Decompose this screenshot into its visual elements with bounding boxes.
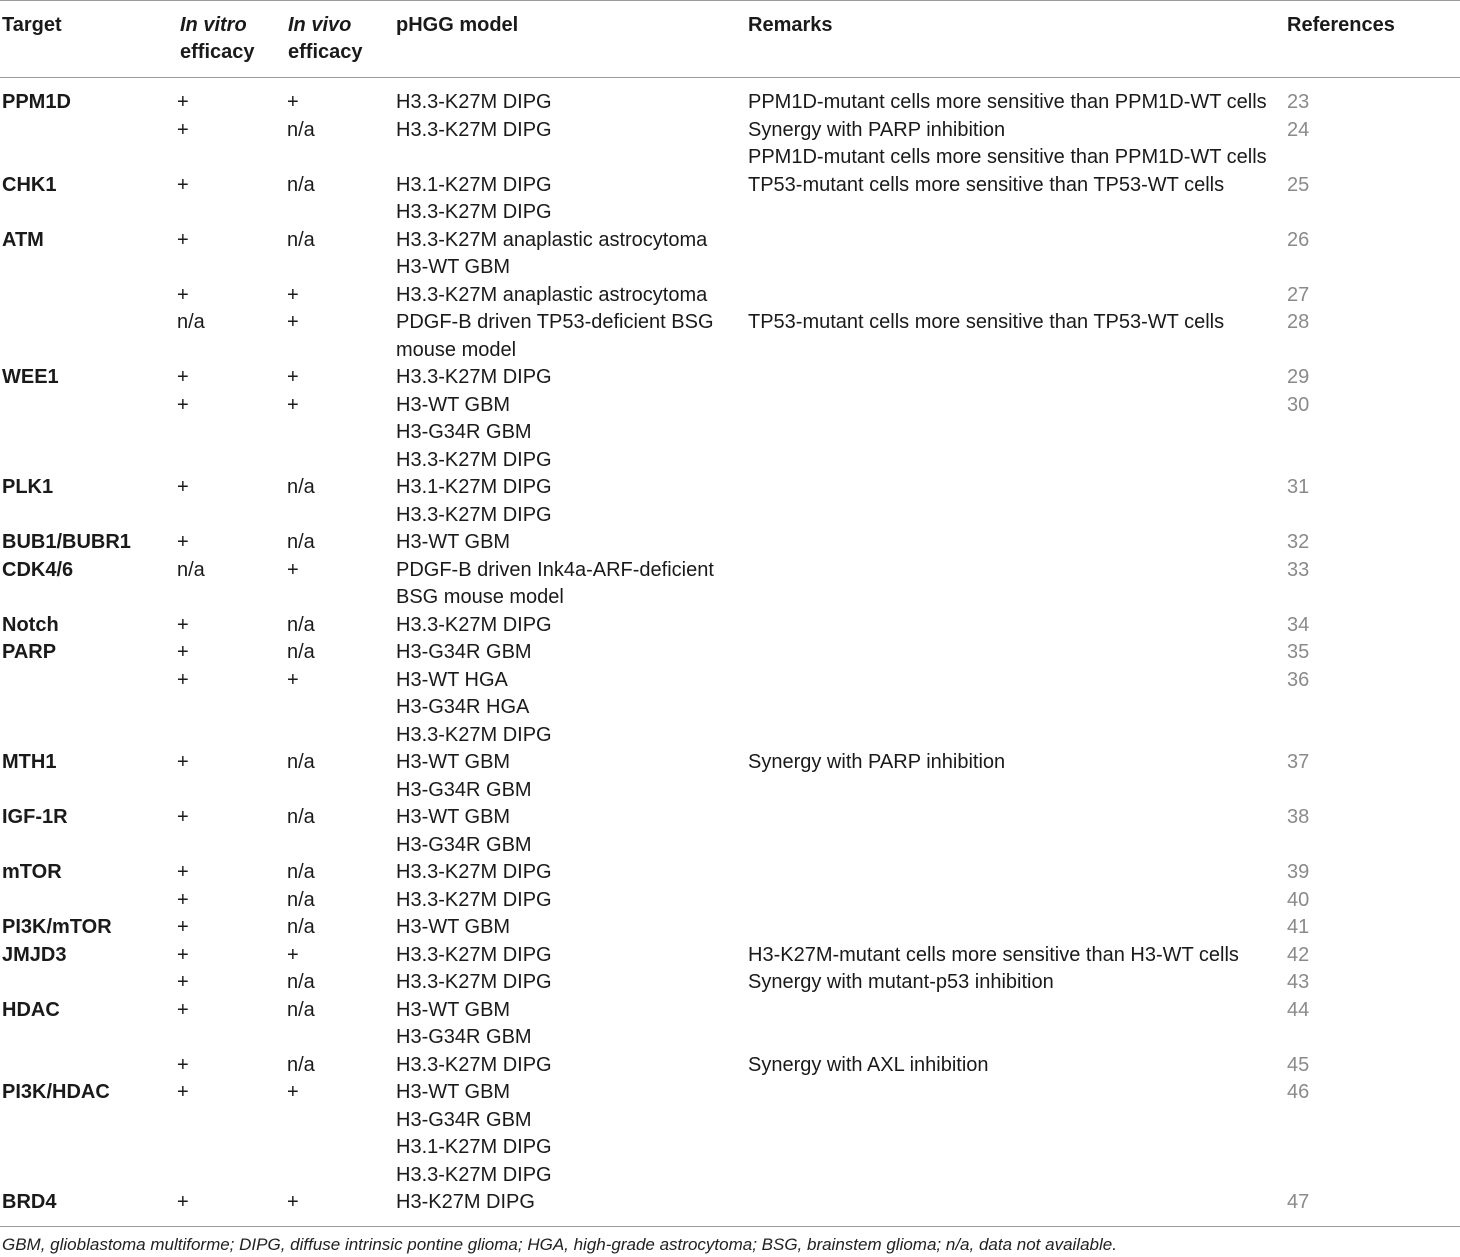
model-cell [396, 1079, 552, 1189]
model-cell-line: H3-G34R GBM [396, 1026, 532, 1048]
target-cell: PI3K/mTOR [2, 916, 112, 938]
table-row [0, 804, 1460, 859]
header-in-vivo-line1: In vivo [288, 14, 352, 36]
header-in-vitro-line2: efficacy [180, 41, 255, 63]
remarks-cell-line: Synergy with AXL inhibition [748, 1053, 989, 1076]
table-bottom-rule [0, 1226, 1460, 1227]
target-cell: PLK1 [2, 476, 54, 498]
model-cell [396, 942, 552, 970]
model-cell [396, 639, 532, 667]
model-cell-line: BSG mouse model [396, 586, 564, 608]
remarks-cell-line: TP53-mutant cells more sensitive than TP53-WT cells [748, 173, 1225, 196]
reference-cell: 38 [1287, 806, 1310, 828]
model-cell-line: H3.3-K27M DIPG [396, 118, 552, 141]
table-row [0, 557, 1460, 612]
reference-cell: 30 [1287, 393, 1310, 416]
model-cell-line: PDGF-B driven Ink4a-ARF-deficient [396, 558, 714, 581]
remarks-cell [748, 1052, 989, 1080]
table-footnote: GBM, glioblastoma multiforme; DIPG, diffuse intrinsic pontine glioma; HGA, high-grade astrocytoma; BSG, brainstem glioma; n/a, data not available. [2, 1235, 1117, 1254]
model-cell-line: H3.3-K27M DIPG [396, 1163, 552, 1186]
model-cell [396, 887, 552, 915]
model-cell-line: H3.3-K27M DIPG [396, 723, 552, 746]
model-cell [396, 227, 707, 282]
reference-cell: 37 [1287, 751, 1310, 773]
in-vivo-cell: + [287, 668, 299, 691]
in-vivo-cell: + [287, 91, 299, 113]
reference-cell: 34 [1287, 613, 1310, 636]
model-cell [396, 364, 552, 392]
table-row [0, 1052, 1460, 1080]
in-vivo-cell: n/a [287, 641, 315, 663]
remarks-cell [748, 749, 1005, 777]
model-cell [396, 282, 707, 310]
in-vivo-cell: n/a [287, 998, 315, 1021]
model-cell-line: H3.1-K27M DIPG [396, 476, 552, 498]
header-bottom-rule [0, 77, 1460, 78]
remarks-cell-line: TP53-mutant cells more sensitive than TP53-WT cells [748, 311, 1225, 333]
in-vitro-cell: + [177, 1053, 189, 1076]
model-cell [396, 914, 510, 942]
remarks-cell-line: Synergy with PARP inhibition [748, 751, 1006, 773]
target-cell: WEE1 [2, 366, 59, 388]
target-cell: PPM1D [2, 91, 71, 113]
model-cell-line: H3.3-K27M DIPG [396, 943, 552, 966]
table-row [0, 227, 1460, 282]
model-cell [396, 392, 552, 475]
table-body [0, 89, 1460, 1217]
model-cell [396, 557, 714, 612]
table-row [0, 997, 1460, 1052]
table-row [0, 309, 1460, 364]
remarks-cell [748, 309, 1224, 337]
remarks-cell-line: PPM1D-mutant cells more sensitive than PPM1D-WT cells [748, 146, 1267, 168]
target-cell: mTOR [2, 861, 62, 883]
in-vitro-cell: + [177, 393, 189, 416]
table-row [0, 612, 1460, 640]
in-vivo-cell: n/a [287, 173, 315, 196]
in-vivo-cell: n/a [287, 861, 315, 883]
model-cell [396, 474, 552, 529]
model-cell [396, 804, 532, 859]
in-vitro-cell: + [177, 861, 189, 883]
reference-cell: 42 [1287, 943, 1310, 966]
in-vitro-cell: + [177, 476, 189, 498]
reference-cell: 45 [1287, 1053, 1310, 1076]
table-row [0, 1189, 1460, 1217]
in-vivo-cell: + [287, 366, 299, 388]
in-vitro-cell: + [177, 998, 189, 1021]
model-cell-line: H3.3-K27M DIPG [396, 91, 552, 113]
table-row [0, 392, 1460, 475]
model-cell-line: H3.3-K27M DIPG [396, 1053, 552, 1076]
header-in-vivo-line2: efficacy [288, 41, 363, 63]
table-row [0, 89, 1460, 117]
in-vivo-cell: + [287, 283, 299, 306]
model-cell-line: H3-G34R GBM [396, 778, 532, 801]
table-row [0, 364, 1460, 392]
reference-cell: 31 [1287, 476, 1310, 498]
target-cell: BRD4 [2, 1191, 57, 1213]
in-vivo-cell: + [287, 393, 299, 416]
in-vitro-cell: + [177, 366, 189, 388]
table-row [0, 529, 1460, 557]
table-row [0, 172, 1460, 227]
remarks-cell [748, 117, 1267, 172]
in-vitro-cell: + [177, 91, 189, 113]
in-vitro-cell: + [177, 531, 189, 553]
reference-cell: 32 [1287, 531, 1310, 553]
in-vitro-cell: + [177, 916, 189, 938]
model-cell [396, 309, 714, 364]
in-vivo-cell: n/a [287, 118, 315, 141]
table-row [0, 639, 1460, 667]
in-vivo-cell: + [287, 558, 299, 581]
in-vitro-cell: + [177, 173, 189, 196]
model-cell [396, 969, 552, 997]
model-cell-line: H3.3-K27M DIPG [396, 613, 552, 636]
table-row [0, 474, 1460, 529]
remarks-cell-line: Synergy with mutant-p53 inhibition [748, 971, 1054, 993]
header-remarks: Remarks [748, 14, 833, 36]
model-cell [396, 1052, 552, 1080]
model-cell-line: H3-G34R GBM [396, 421, 532, 443]
model-cell-line: H3.3-K27M DIPG [396, 971, 552, 993]
reference-cell: 40 [1287, 888, 1310, 911]
remarks-cell [748, 969, 1054, 997]
reference-cell: 44 [1287, 998, 1310, 1021]
model-cell-line: H3-WT GBM [396, 806, 511, 828]
target-cell: HDAC [2, 998, 60, 1021]
model-cell-line: H3-G34R GBM [396, 641, 532, 663]
model-cell-line: H3.3-K27M DIPG [396, 366, 552, 388]
reference-cell: 33 [1287, 558, 1310, 581]
reference-cell: 28 [1287, 311, 1310, 333]
model-cell [396, 117, 552, 145]
in-vitro-cell: + [177, 641, 189, 663]
table-row [0, 969, 1460, 997]
in-vivo-cell: n/a [287, 971, 315, 993]
in-vivo-cell: n/a [287, 228, 315, 251]
model-cell-line: H3.3-K27M DIPG [396, 888, 552, 911]
model-cell-line: H3.1-K27M DIPG [396, 173, 552, 196]
model-cell-line: H3-G34R GBM [396, 833, 532, 856]
in-vivo-cell: + [287, 1191, 299, 1213]
target-cell: PARP [2, 641, 57, 663]
in-vivo-cell: + [287, 943, 299, 966]
target-cell: MTH1 [2, 751, 57, 773]
in-vivo-cell: n/a [287, 531, 315, 553]
in-vivo-cell: n/a [287, 613, 315, 636]
in-vitro-cell: + [177, 613, 189, 636]
target-cell: BUB1/BUBR1 [2, 531, 131, 553]
remarks-cell-line: PPM1D-mutant cells more sensitive than PPM1D-WT cells [748, 91, 1267, 113]
model-cell [396, 667, 552, 750]
model-cell-line: H3.3-K27M DIPG [396, 448, 552, 471]
in-vivo-cell: n/a [287, 916, 315, 938]
in-vitro-cell: + [177, 228, 189, 251]
reference-cell: 43 [1287, 971, 1310, 993]
model-cell-line: H3-WT GBM [396, 916, 511, 938]
reference-cell: 35 [1287, 641, 1310, 663]
reference-cell: 23 [1287, 91, 1310, 113]
in-vitro-cell: n/a [177, 311, 205, 333]
header-target: Target [2, 14, 62, 36]
table-row [0, 859, 1460, 887]
model-cell-line: H3.3-K27M DIPG [396, 861, 552, 883]
in-vitro-cell: + [177, 1191, 189, 1213]
model-cell-line: H3-K27M DIPG [396, 1191, 535, 1213]
model-cell-line: H3-G34R HGA [396, 696, 530, 718]
model-cell [396, 529, 510, 557]
reference-cell: 47 [1287, 1191, 1310, 1213]
in-vivo-cell: n/a [287, 888, 315, 911]
model-cell-line: H3.3-K27M DIPG [396, 201, 552, 223]
model-cell-line: H3-WT GBM [396, 998, 511, 1021]
table-row [0, 914, 1460, 942]
in-vivo-cell: n/a [287, 751, 315, 773]
reference-cell: 41 [1287, 916, 1310, 938]
model-cell [396, 749, 532, 804]
in-vivo-cell: + [287, 311, 299, 333]
target-cell: CDK4/6 [2, 558, 74, 581]
remarks-cell [748, 942, 1239, 970]
model-cell [396, 997, 532, 1052]
in-vitro-cell: + [177, 118, 189, 141]
model-cell [396, 89, 552, 117]
reference-cell: 24 [1287, 118, 1310, 141]
model-cell-line: H3-WT GBM [396, 393, 511, 416]
table-row [0, 887, 1460, 915]
target-cell: CHK1 [2, 173, 57, 196]
header-in-vivo [288, 12, 363, 66]
model-cell [396, 859, 552, 887]
target-cell: Notch [2, 613, 59, 636]
in-vivo-cell: n/a [287, 1053, 315, 1076]
in-vitro-cell: + [177, 283, 189, 306]
in-vitro-cell: n/a [177, 558, 205, 581]
in-vivo-cell: n/a [287, 806, 315, 828]
model-cell-line: H3.3-K27M anaplastic astrocytoma [396, 283, 708, 306]
table-row [0, 942, 1460, 970]
model-cell-line: PDGF-B driven TP53-deficient BSG [396, 311, 714, 333]
in-vitro-cell: + [177, 751, 189, 773]
header-in-vitro-line1: In vitro [180, 14, 247, 36]
model-cell-line: H3-WT GBM [396, 531, 511, 553]
reference-cell: 46 [1287, 1081, 1310, 1103]
remarks-cell [748, 89, 1267, 117]
remarks-cell-line: Synergy with PARP inhibition [748, 118, 1006, 141]
in-vitro-cell: + [177, 943, 189, 966]
model-cell [396, 612, 552, 640]
in-vitro-cell: + [177, 1081, 189, 1103]
table-row [0, 1079, 1460, 1189]
table-row [0, 667, 1460, 750]
target-cell: JMJD3 [2, 943, 67, 966]
model-cell-line: H3-WT HGA [396, 668, 508, 691]
model-cell-line: H3.3-K27M anaplastic astrocytoma [396, 228, 708, 251]
model-cell-line: H3-WT GBM [396, 751, 511, 773]
model-cell-line: H3-WT GBM [396, 256, 511, 278]
model-cell-line: H3.1-K27M DIPG [396, 1136, 552, 1158]
table-top-rule [0, 0, 1460, 1]
in-vivo-cell: n/a [287, 476, 315, 498]
model-cell-line: H3-G34R GBM [396, 1108, 532, 1131]
reference-cell: 29 [1287, 366, 1310, 388]
table-row [0, 282, 1460, 310]
remarks-cell-line: H3-K27M-mutant cells more sensitive than H3-WT cells [748, 943, 1239, 966]
model-cell [396, 172, 552, 227]
in-vitro-cell: + [177, 668, 189, 691]
model-cell-line: mouse model [396, 338, 517, 361]
in-vivo-cell: + [287, 1081, 299, 1103]
target-cell: PI3K/HDAC [2, 1081, 110, 1103]
in-vitro-cell: + [177, 971, 189, 993]
target-cell: IGF-1R [2, 806, 68, 828]
in-vitro-cell: + [177, 806, 189, 828]
header-model: pHGG model [396, 14, 519, 36]
reference-cell: 36 [1287, 668, 1310, 691]
target-cell: ATM [2, 228, 44, 251]
model-cell [396, 1189, 535, 1217]
reference-cell: 26 [1287, 228, 1310, 251]
in-vitro-cell: + [177, 888, 189, 911]
model-cell-line: H3-WT GBM [396, 1081, 511, 1103]
remarks-cell [748, 172, 1224, 200]
reference-cell: 39 [1287, 861, 1310, 883]
reference-cell: 25 [1287, 173, 1310, 196]
reference-cell: 27 [1287, 283, 1310, 306]
header-in-vitro [180, 12, 255, 66]
table-row [0, 117, 1460, 172]
table-row [0, 749, 1460, 804]
model-cell-line: H3.3-K27M DIPG [396, 503, 552, 526]
header-references: References [1287, 14, 1395, 36]
